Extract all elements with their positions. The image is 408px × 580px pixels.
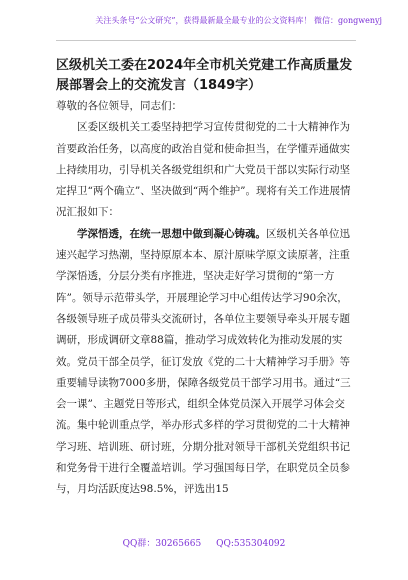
section-lead: 学深悟透，在统一思想中做到凝心铸魂。 (77, 227, 266, 240)
document-body (56, 96, 356, 501)
footer-contacts (0, 536, 408, 549)
paragraph-section-1 (56, 224, 356, 501)
paragraph-intro: 区委区级机关工委坚持把学习宣传贯彻党的二十大精神作为首要政治任务，以高度的政治自觉和使命担当，在学懂弄通做实上持续用功，引导机关各级党组织和广大党员干部以实际行动坚定捍卫“两个确立”、坚决做到“两个维护”。现将有关工作进展情况汇报如下： (56, 121, 351, 219)
footer-qq: QQ:535304092 (216, 539, 286, 549)
footer-qq-group: QQ群：30265665 (122, 539, 202, 549)
section-text: 区级机关各单位迅速兴起学习热潮，坚持原原本本、原汁原味学原文读原著，注重学深悟透，分层分类有序推进，坚决走好学习贯彻的“第一方阵”。领导示范带头学，开展理论学习中心组传达学习90余次，各级领导班子成员带头交流研讨，各单位主要领导牵头开展专题调研，形成调研文章88篇，推动学习成效转化为推动发展的实效。党员干部全员学，征订发放《党的二十大精神学习手册》等重要辅导读物7000多册，保障各级党员干部学习用书。通过“三会一课”、主题党日等形式，组织全体党员深入开展学习体会交流。集中轮训重点学，举办形式多样的学习贯彻党的二十大精神学习班、培训班、研讨班，分期分批对领导干部机关党组织书记和党务骨干进行全覆盖培训。学习强国每日学，在职党员全员参与，月均活跃度达98.5%，评选出15 (56, 227, 351, 496)
document-title: 区级机关工委在2024年全市机关党建工作高质量发展部署会上的交流发言（1849字） (56, 58, 353, 93)
header-note: 关注头条号“公文研究”，获得最新最全最专业的公文资料库！ 微信：gongwenyj (95, 16, 382, 25)
salutation: 尊敬的各位领导，同志们： (56, 100, 182, 112)
header-divider (56, 40, 356, 41)
